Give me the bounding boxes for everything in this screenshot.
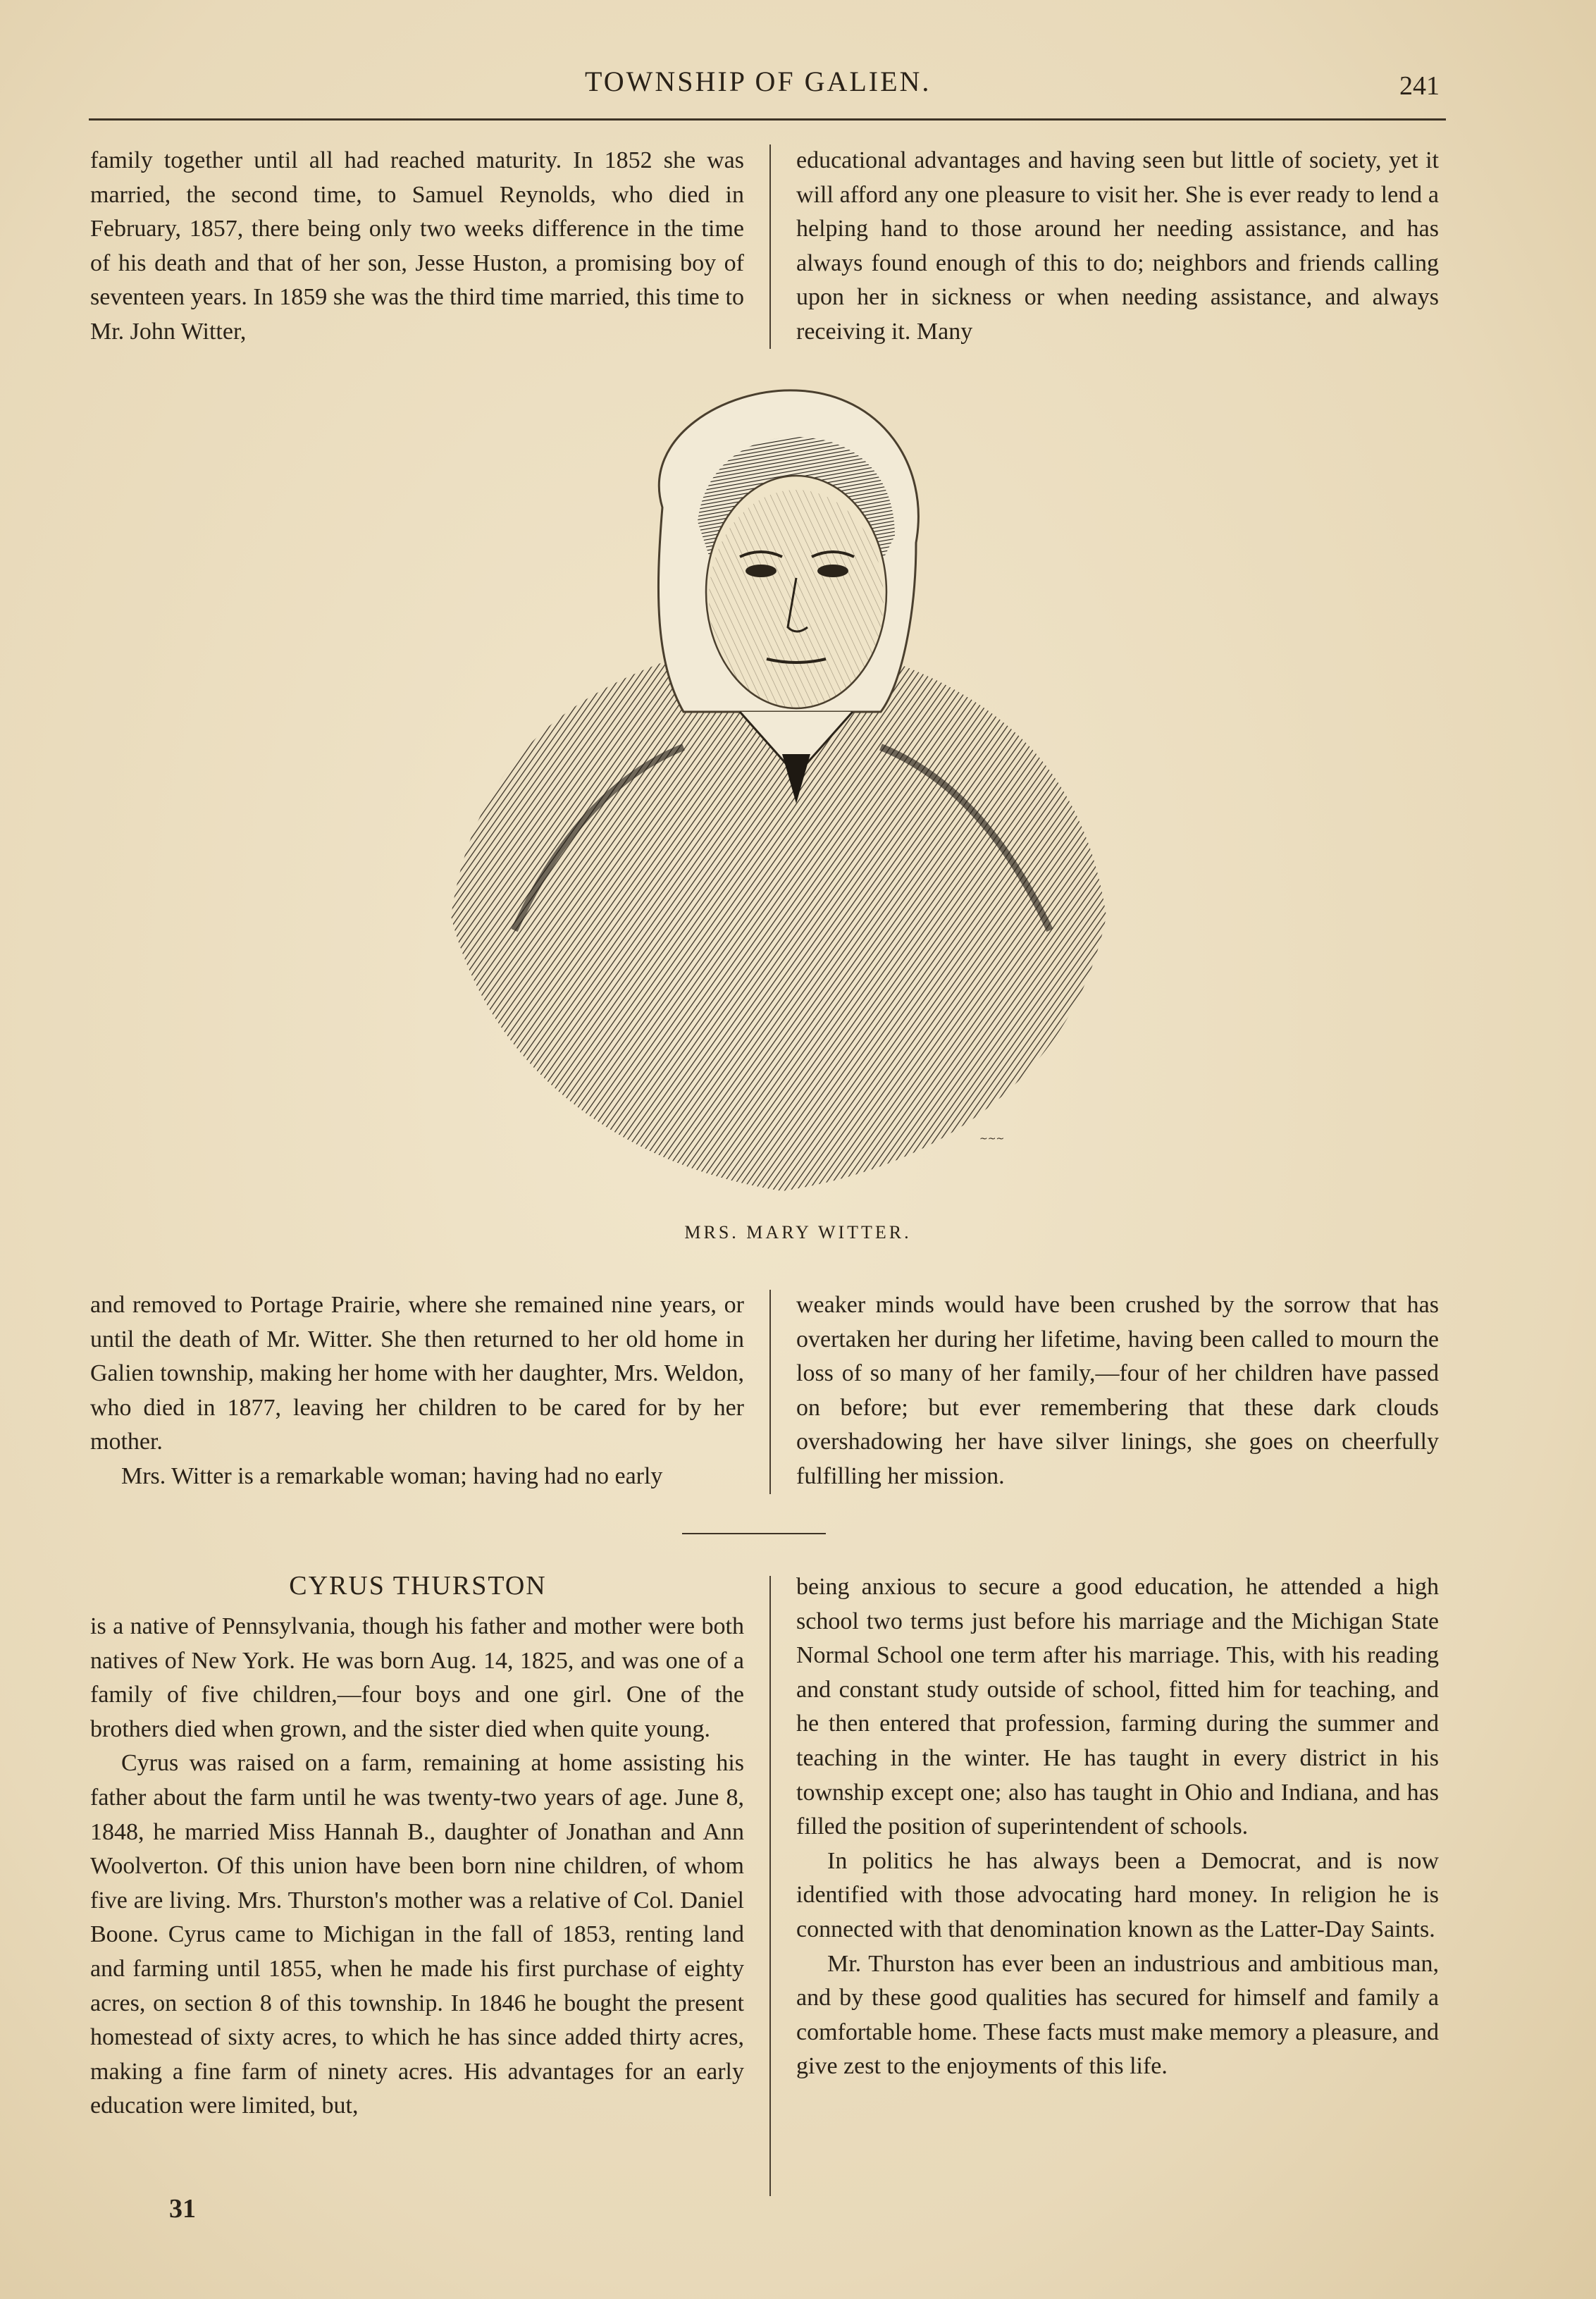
section-divider bbox=[682, 1533, 826, 1534]
top-left-column bbox=[90, 144, 744, 350]
top-right-paragraph: educational advantages and having seen but little of society, yet it will afford any one pleasure to visit her. She is ever ready to lend a helping hand to those around her needing assistance, and has always found enough of this to do; neighbors and friends calling upon her in sickness or when needing assistance, and always receiving it. Many bbox=[796, 147, 1439, 345]
column-divider bbox=[769, 1290, 771, 1494]
bio-left-column bbox=[90, 1610, 744, 2124]
bio-right-paragraph: In politics he has always been a Democrat, and is now identified with those advocating hard money. In religion he is connected with that denomination known as the Latter-Day Saints. bbox=[796, 1847, 1439, 1942]
top-right-column bbox=[796, 144, 1439, 350]
bio-left-paragraph: Cyrus was raised on a farm, remaining at home assisting his father about the farm until he was twenty-two years of age. June 8, 1848, he married Miss Hannah B., daughter of Jonathan and Ann Woolverton. Of this union have been born nine children, of whom five are living. Mrs. Thurston's mother was a relative of Col. Daniel Boone. Cyrus came to Michigan in the fall of 1853, renting land and farming until 1855, when he made his first purchase of eighty acres, on section 8 of this township. In 1846 he bought the present homestead of sixty acres, to which he has since added thirty acres, making a fine farm of ninety acres. His advantages for an early education were limited, but, bbox=[90, 1750, 744, 2119]
top-left-paragraph: family together until all had reached maturity. In 1852 she was married, the second time, to Samuel Reynolds, who died in February, 1857, there being only two weeks difference in the time of his death and that of her son, Jesse Huston, a promising boy of seventeen years. In 1859 she was the third time married, this time to Mr. John Witter, bbox=[90, 147, 744, 345]
column-divider bbox=[769, 144, 771, 349]
middle-left-paragraph: Mrs. Witter is a remarkable woman; having had no early bbox=[121, 1462, 663, 1489]
signature-mark: 31 bbox=[169, 2194, 196, 2224]
bio-heading: CYRUS THURSTON bbox=[289, 1571, 547, 1601]
middle-right-column bbox=[796, 1288, 1439, 1494]
bio-right-paragraph: Mr. Thurston has ever been an industrious and ambitious man, and by these good qualities has secured for himself and family a comfortable home. These facts must make memory a pleasure, and give zest to the enjoyments of this life. bbox=[796, 1950, 1439, 2080]
bio-left-paragraph: is a native of Pennsylvania, though his father and mother were both natives of New York. He was born Aug. 14, 1825, and was one of a family of five children,—four boys and one girl. One of the brothers died when grown, and the sister died when quite young. bbox=[90, 1613, 744, 1742]
header-rule bbox=[89, 118, 1446, 121]
portrait-engraving bbox=[430, 381, 1134, 1205]
middle-left-column bbox=[90, 1288, 744, 1494]
bio-right-column bbox=[796, 1570, 1439, 2084]
portrait-caption: MRS. MARY WITTER. bbox=[684, 1222, 912, 1243]
page-number: 241 bbox=[1399, 71, 1440, 101]
running-title: TOWNSHIP OF GALIEN. bbox=[585, 66, 932, 97]
svg-text:~~~: ~~~ bbox=[979, 1133, 1005, 1145]
bio-right-paragraph: being anxious to secure a good education, he attended a high school two terms just before his marriage and the Michigan State Normal School one term after his marriage. This, with his reading and constant study outside of school, fitted him for teaching, and he then entered that profession, farming during the summer and teaching in the winter. He has taught in every district in his township except one; also has taught in Ohio and Indiana, and has filled the position of superintendent of schools. bbox=[796, 1574, 1439, 1840]
column-divider bbox=[769, 1576, 771, 2196]
running-head bbox=[0, 65, 1596, 107]
middle-left-paragraph: and removed to Portage Prairie, where she remained nine years, or until the death of Mr. Witter. She then returned to her old home in Galien township, making her home with her daughter, Mrs. Weldon, who died in 1877, leaving her children to be cared for by her mother. bbox=[90, 1292, 744, 1455]
middle-right-paragraph: weaker minds would have been crushed by the sorrow that has overtaken her during her lifetime, having been called to mourn the loss of so many of her family,—four of her children have passed on before; but ever remembering that these dark clouds overshadowing her have silver linings, she goes on cheerfully fulfilling her mission. bbox=[796, 1292, 1439, 1489]
